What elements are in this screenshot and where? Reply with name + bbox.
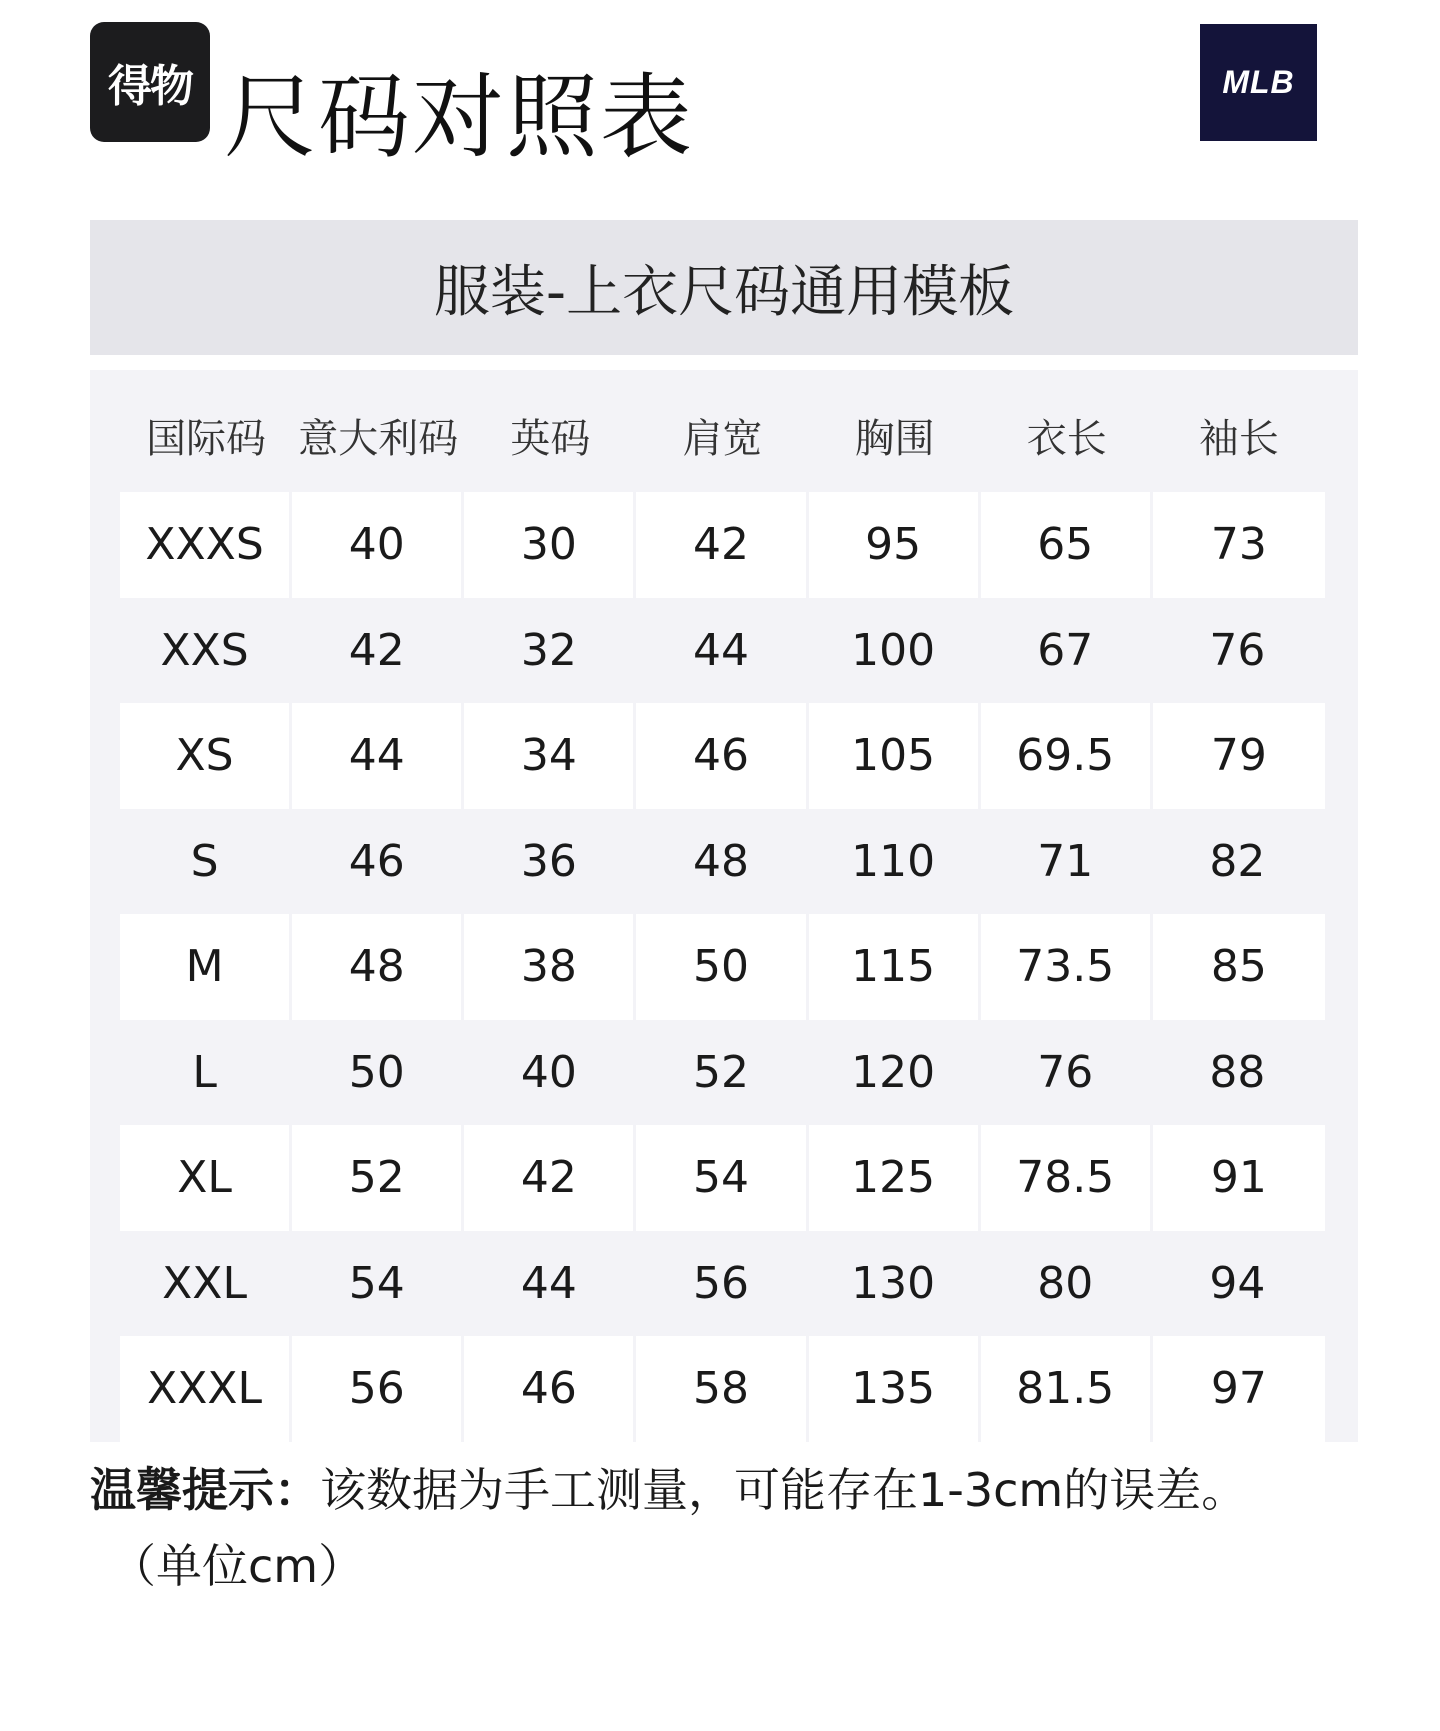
- table-cell: XXXL: [120, 1336, 292, 1442]
- table-cell: 52: [292, 1125, 464, 1231]
- table-cell: 105: [809, 703, 981, 809]
- table-cell: 82: [1153, 809, 1325, 915]
- size-table-header-row: [120, 390, 1325, 480]
- column-header: 英码: [510, 415, 591, 462]
- table-cell: XXXS: [120, 492, 292, 598]
- table-cell: 54: [636, 1125, 808, 1231]
- table-cell: 94: [1153, 1231, 1325, 1337]
- table-cell: XL: [120, 1125, 292, 1231]
- table-cell: 88: [1153, 1020, 1325, 1126]
- size-table: [90, 370, 1358, 1442]
- table-cell: 32: [464, 598, 636, 704]
- table-cell: 36: [464, 809, 636, 915]
- table-cell: 44: [292, 703, 464, 809]
- column-header: 胸围: [854, 415, 935, 462]
- table-cell: XXL: [120, 1231, 292, 1337]
- table-cell: 65: [981, 492, 1153, 598]
- table-cell: 58: [636, 1336, 808, 1442]
- table-cell: L: [120, 1020, 292, 1126]
- dewu-app-logo: 得物: [90, 22, 210, 142]
- table-cell: 120: [809, 1020, 981, 1126]
- table-cell: M: [120, 914, 292, 1020]
- table-row: [120, 809, 1325, 915]
- table-cell: 34: [464, 703, 636, 809]
- table-cell: 54: [292, 1231, 464, 1337]
- table-cell: 40: [464, 1020, 636, 1126]
- table-cell: 110: [809, 809, 981, 915]
- table-cell: 46: [636, 703, 808, 809]
- table-row: [120, 703, 1325, 809]
- table-cell: 125: [809, 1125, 981, 1231]
- column-header: 肩宽: [682, 415, 763, 462]
- table-cell: 69.5: [981, 703, 1153, 809]
- table-row: [120, 1020, 1325, 1126]
- column-header: 国际码: [146, 415, 267, 462]
- table-cell: 81.5: [981, 1336, 1153, 1442]
- table-cell: 48: [636, 809, 808, 915]
- table-cell: 44: [636, 598, 808, 704]
- column-header: 袖长: [1198, 415, 1279, 462]
- table-cell: S: [120, 809, 292, 915]
- table-row: [120, 914, 1325, 1020]
- table-cell: 67: [981, 598, 1153, 704]
- table-cell: 38: [464, 914, 636, 1020]
- table-row: [120, 492, 1325, 598]
- table-cell: 73: [1153, 492, 1325, 598]
- table-cell: 115: [809, 914, 981, 1020]
- table-cell: 48: [292, 914, 464, 1020]
- table-cell: 73.5: [981, 914, 1153, 1020]
- table-cell: 56: [292, 1336, 464, 1442]
- column-header: 意大利码: [298, 415, 459, 462]
- column-header: 衣长: [1026, 415, 1107, 462]
- table-cell: 42: [292, 598, 464, 704]
- table-row: [120, 1231, 1325, 1337]
- table-cell: 50: [636, 914, 808, 1020]
- table-cell: 52: [636, 1020, 808, 1126]
- table-cell: 135: [809, 1336, 981, 1442]
- table-cell: 56: [636, 1231, 808, 1337]
- footer-note-text: 该数据为手工测量，可能存在1-3cm的误差。: [320, 1463, 1248, 1517]
- table-cell: 91: [1153, 1125, 1325, 1231]
- table-cell: 97: [1153, 1336, 1325, 1442]
- table-row: [120, 598, 1325, 704]
- mlb-brand-logo: MLB: [1200, 24, 1317, 141]
- size-table-title: 服装-上衣尺码通用模板: [90, 220, 1358, 355]
- table-cell: 50: [292, 1020, 464, 1126]
- table-cell: 71: [981, 809, 1153, 915]
- table-cell: 40: [292, 492, 464, 598]
- table-row: [120, 1125, 1325, 1231]
- table-cell: 44: [464, 1231, 636, 1337]
- table-cell: 76: [1153, 598, 1325, 704]
- footer-note-label: 温馨提示：: [90, 1463, 320, 1517]
- table-cell: 100: [809, 598, 981, 704]
- footer-note: [90, 1452, 1390, 1604]
- page-header: [90, 22, 1320, 171]
- table-cell: 42: [636, 492, 808, 598]
- table-cell: 85: [1153, 914, 1325, 1020]
- table-cell: 130: [809, 1231, 981, 1337]
- table-cell: XS: [120, 703, 292, 809]
- page-title: 尺码对照表: [224, 64, 695, 171]
- table-cell: 46: [292, 809, 464, 915]
- table-cell: 80: [981, 1231, 1153, 1337]
- table-cell: 30: [464, 492, 636, 598]
- table-row: [120, 1336, 1325, 1442]
- table-cell: 46: [464, 1336, 636, 1442]
- table-cell: XXS: [120, 598, 292, 704]
- unit-note: （单位cm）: [110, 1539, 365, 1593]
- table-cell: 79: [1153, 703, 1325, 809]
- table-cell: 76: [981, 1020, 1153, 1126]
- size-table-body: [120, 492, 1325, 1442]
- table-cell: 78.5: [981, 1125, 1153, 1231]
- table-cell: 95: [809, 492, 981, 598]
- table-cell: 42: [464, 1125, 636, 1231]
